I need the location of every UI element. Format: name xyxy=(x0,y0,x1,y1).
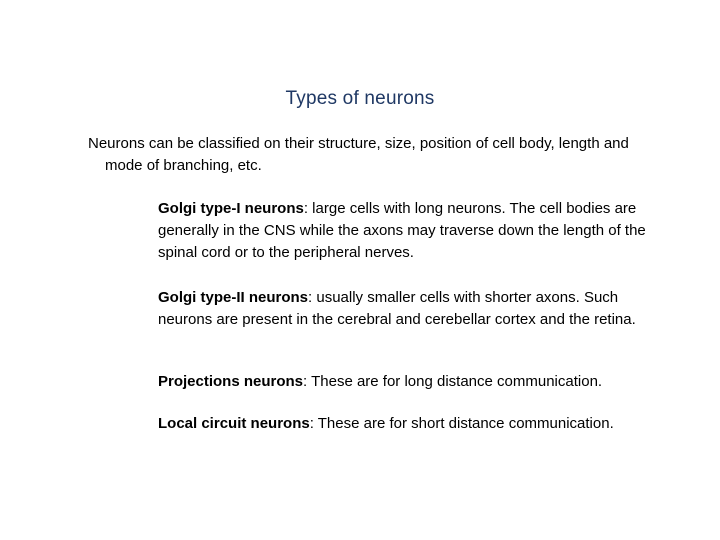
neuron-type-term: Golgi type-I neurons xyxy=(158,200,304,217)
neuron-type-golgi-type-ii xyxy=(158,287,658,331)
neuron-type-term: Local circuit neurons xyxy=(158,415,310,432)
neuron-type-golgi-type-i xyxy=(158,198,658,264)
neuron-type-description: : large cells with long neurons. The cell bodies are generally in the CNS while the axons may traverse down the length of the spinal cord or to the peripheral nerves. xyxy=(158,200,646,261)
neuron-type-local-circuit xyxy=(158,413,658,435)
neuron-type-description: : These are for long distance communication. xyxy=(303,373,603,390)
neuron-type-description: : These are for short distance communication. xyxy=(309,415,614,432)
neuron-type-term: Projections neurons xyxy=(158,373,304,390)
slide-title: Types of neurons xyxy=(285,88,435,109)
neuron-type-term: Golgi type-II neurons xyxy=(158,289,309,306)
neuron-type-description: : usually smaller cells with shorter axons. Such neurons are present in the cerebral and cerebellar cortex and the retina. xyxy=(158,289,636,328)
intro-paragraph: Neurons can be classified on their structure, size, position of cell body, length and mode of branching, etc. xyxy=(88,135,629,174)
neuron-type-projection xyxy=(158,371,658,393)
